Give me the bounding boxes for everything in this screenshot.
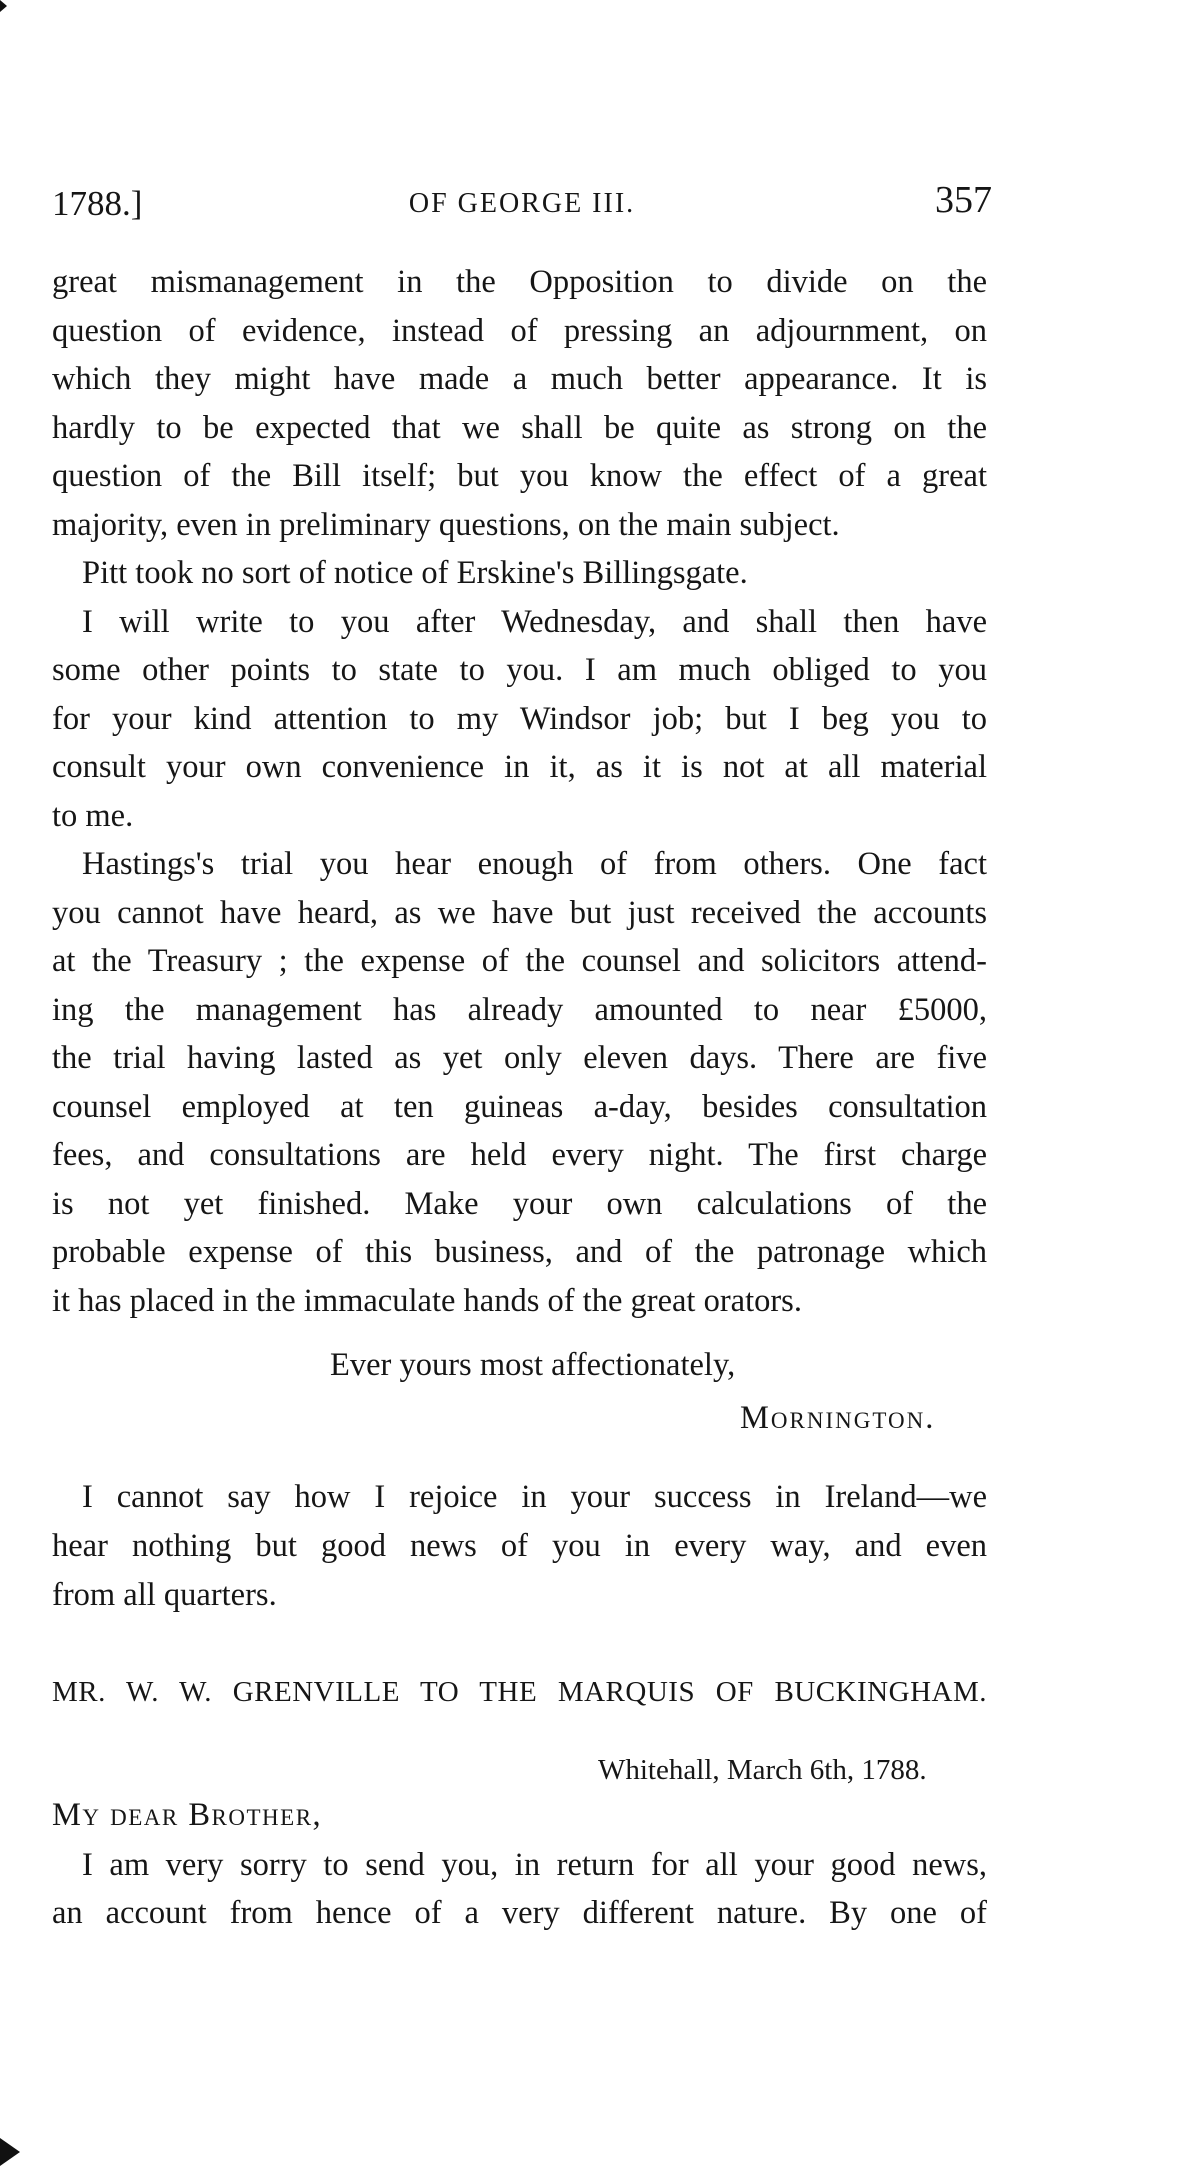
body-line: for your kind attention to my Windsor job; but I beg you to xyxy=(52,701,987,737)
running-title: OF GEORGE III. xyxy=(408,188,636,219)
body-line: question of evidence, instead of pressing an adjournment, on xyxy=(52,313,987,349)
body-line: consult your own convenience in it, as it is not at all material xyxy=(52,749,987,785)
body-line: at the Treasury ; the expense of the counsel and solicitors attend- xyxy=(52,943,987,979)
letter-closing: Ever yours most affectionately, xyxy=(330,1347,736,1383)
letter-dateline: Whitehall, March 6th, 1788. xyxy=(598,1754,927,1786)
letter-salutation: My dear Brother, xyxy=(52,1797,323,1833)
body-line: Pitt took no sort of notice of Erskine's Billingsgate. xyxy=(82,555,748,591)
body-line: probable expense of this business, and of the patronage which xyxy=(52,1234,987,1270)
running-header xyxy=(52,178,992,228)
postscript-line: from all quarters. xyxy=(52,1577,277,1613)
body-line: fees, and consultations are held every night. The first charge xyxy=(52,1137,987,1173)
header-year: 1788.] xyxy=(52,184,143,223)
postscript-line: I cannot say how I rejoice in your success in Ireland—we xyxy=(82,1479,987,1515)
body-line: majority, even in preliminary questions, on the main subject. xyxy=(52,507,840,543)
letter-body-line: I am very sorry to send you, in return for all your good news, xyxy=(82,1847,987,1883)
body-line: question of the Bill itself; but you know the effect of a great xyxy=(52,458,987,494)
body-line: the trial having lasted as yet only eleven days. There are five xyxy=(52,1040,987,1076)
body-line: I will write to you after Wednesday, and shall then have xyxy=(82,604,987,640)
scan-corner-mark xyxy=(0,0,7,12)
body-line: which they might have made a much better appearance. It is xyxy=(52,361,987,397)
letter-body-line: an account from hence of a very different nature. By one of xyxy=(52,1895,987,1931)
body-line: some other points to state to you. I am much obliged to you xyxy=(52,652,987,688)
postscript-line: hear nothing but good news of you in every way, and even xyxy=(52,1528,987,1564)
body-line: it has placed in the immaculate hands of the great orators. xyxy=(52,1283,802,1319)
body-line: Hastings's trial you hear enough of from others. One fact xyxy=(82,846,987,882)
page-number: 357 xyxy=(935,179,992,221)
body-line: counsel employed at ten guineas a-day, besides consultation xyxy=(52,1089,987,1125)
letter-heading: MR. W. W. GRENVILLE TO THE MARQUIS OF BUCKINGHAM. xyxy=(52,1676,987,1708)
body-line: ing the management has already amounted to near £5000, xyxy=(52,992,987,1028)
body-line: is not yet finished. Make your own calculations of the xyxy=(52,1186,987,1222)
scan-corner-mark xyxy=(0,2138,20,2166)
body-line: great mismanagement in the Opposition to divide on the xyxy=(52,264,987,300)
body-line: to me. xyxy=(52,798,134,834)
body-line: you cannot have heard, as we have but just received the accounts xyxy=(52,895,987,931)
letter-signature: Mornington. xyxy=(740,1400,936,1436)
body-line: hardly to be expected that we shall be quite as strong on the xyxy=(52,410,987,446)
